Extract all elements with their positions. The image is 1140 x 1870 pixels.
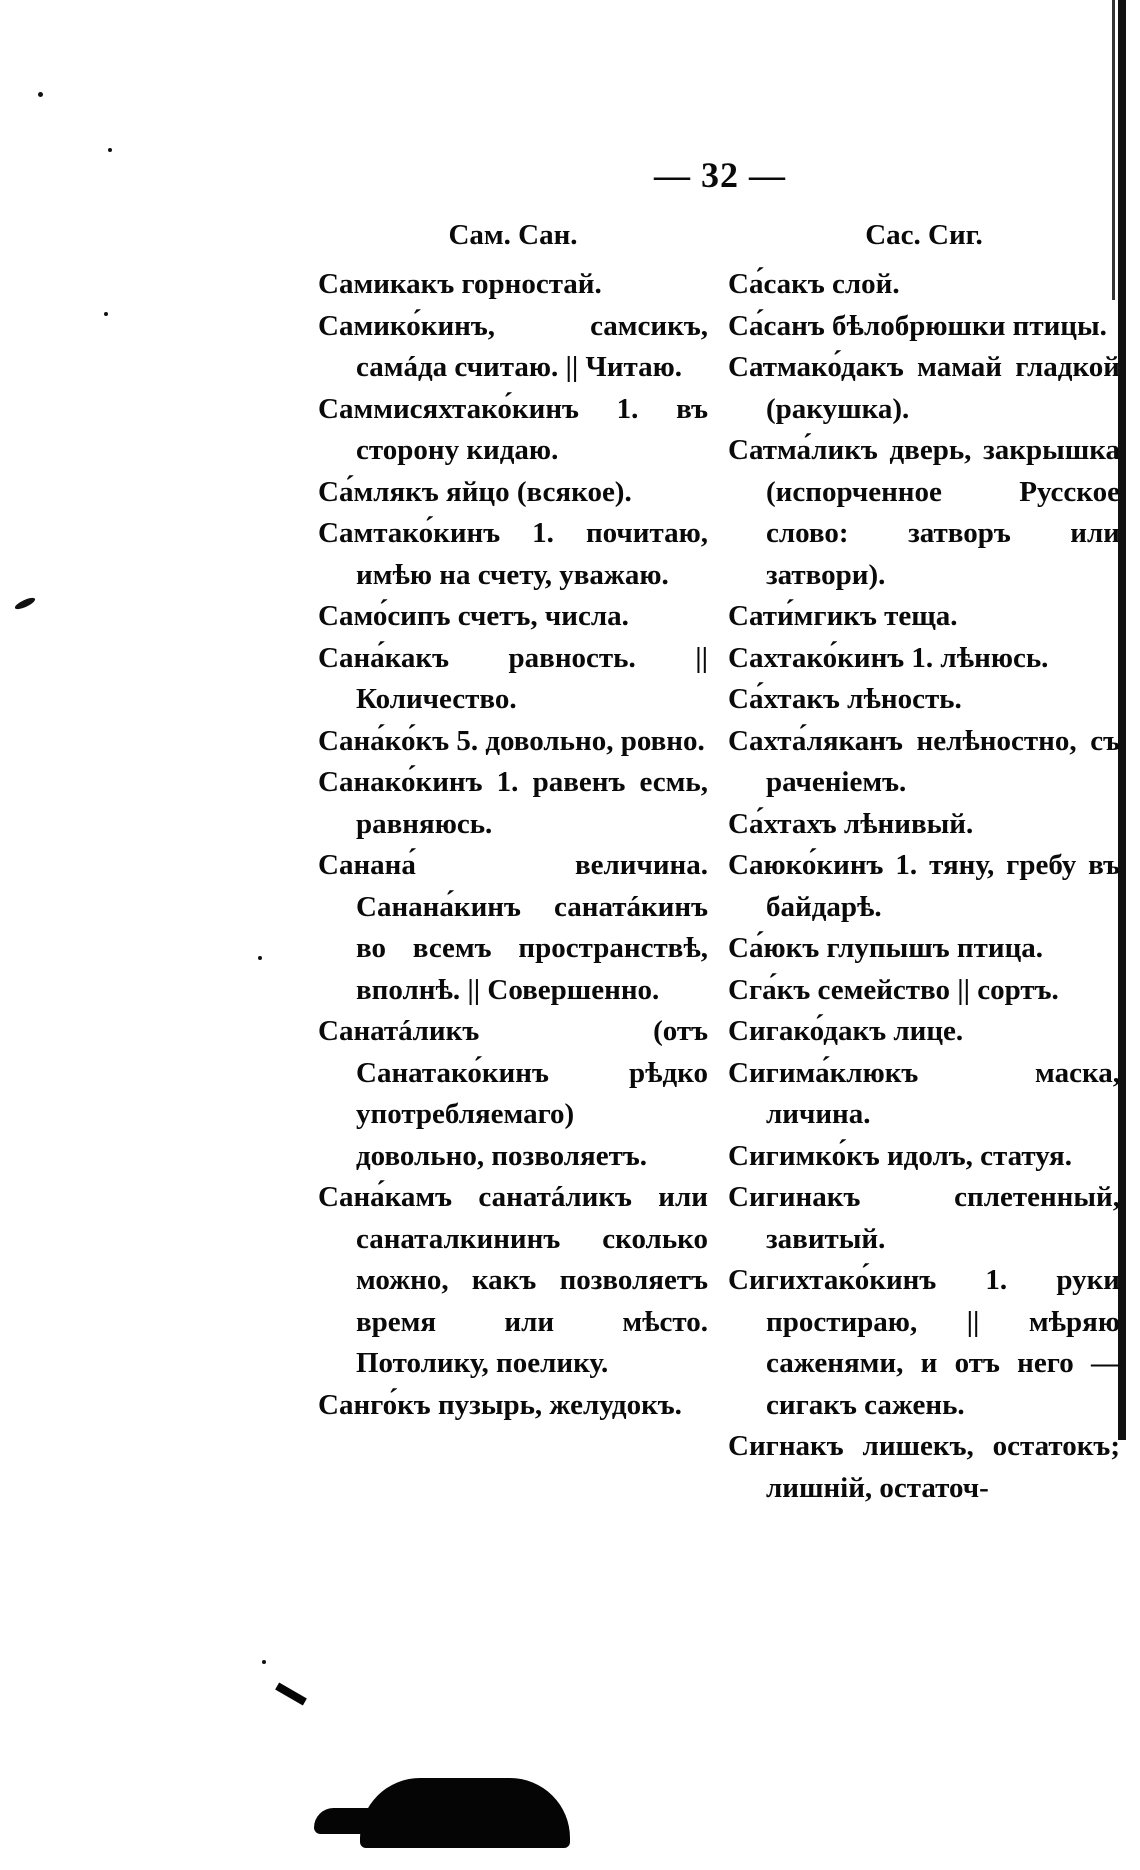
entry-text: Самтако́кинъ 1. почитаю, имѣю на счету, уважаю. bbox=[318, 517, 708, 591]
dictionary-entry bbox=[318, 472, 708, 514]
dictionary-entry bbox=[728, 430, 1120, 596]
dictionary-entry bbox=[318, 596, 708, 638]
entry-text: Сахтако́кинъ 1. лѣнюсь. bbox=[728, 641, 1049, 674]
entry-text: Сигихтако́кинъ 1. руки простираю, || мѣряю саженями, и отъ него — сигакъ сажень. bbox=[728, 1264, 1120, 1421]
entry-text: Сигимко́къ идолъ, статуя. bbox=[728, 1139, 1072, 1172]
entry-text: Санако́кинъ 1. равенъ есмь, равняюсь. bbox=[318, 766, 708, 840]
entry-text: Самико́кинъ, самсикъ, самáда считаю. || Читаю. bbox=[318, 309, 708, 383]
entry-text: Са́хтахъ лѣнивый. bbox=[728, 807, 974, 840]
dictionary-entry bbox=[318, 389, 708, 472]
dictionary-entry bbox=[728, 1177, 1120, 1260]
left-column bbox=[318, 214, 708, 1426]
entry-text: Санатáликъ (отъ Санатако́кинъ рѣдко употребляемаго) довольно, позволяетъ. bbox=[318, 1015, 708, 1172]
dictionary-entry bbox=[728, 264, 1120, 306]
dictionary-entry bbox=[728, 1426, 1120, 1509]
entry-text: Са́юкъ глупышъ птица. bbox=[728, 932, 1044, 964]
scan-smudge bbox=[275, 1683, 307, 1706]
dictionary-entry bbox=[728, 1011, 1120, 1053]
entry-text: Саюко́кинъ 1. тяну, гребу въ байдарѣ. bbox=[728, 849, 1120, 923]
dictionary-entry bbox=[318, 1177, 708, 1385]
entry-text: Сана́какъ равность. || Количество. bbox=[318, 641, 708, 715]
dictionary-entry bbox=[728, 1053, 1120, 1136]
dictionary-entry bbox=[728, 596, 1120, 638]
dictionary-entry bbox=[728, 306, 1120, 348]
entry-text: Сигима́клюкъ маска, личина. bbox=[728, 1056, 1120, 1130]
dictionary-entry bbox=[728, 970, 1120, 1012]
dictionary-entry bbox=[318, 1011, 708, 1177]
dictionary-entry bbox=[318, 638, 708, 721]
dictionary-entry bbox=[318, 762, 708, 845]
entry-text: Сана́камъ санатáликъ или санаталкининъ сколько можно, какъ позволяетъ время или мѣсто. Потолику, поелику. bbox=[318, 1181, 708, 1379]
dictionary-entry bbox=[728, 679, 1120, 721]
entry-text: Сигако́дакъ лице. bbox=[728, 1015, 964, 1047]
dictionary-entry bbox=[728, 845, 1120, 928]
dictionary-entry bbox=[728, 1136, 1120, 1178]
dictionary-entry bbox=[318, 1385, 708, 1427]
scan-speck bbox=[14, 596, 37, 612]
dictionary-entry bbox=[728, 1260, 1120, 1426]
entry-text: Сана́ко́къ 5. довольно, ровно. bbox=[318, 724, 705, 757]
dictionary-entry bbox=[728, 928, 1120, 970]
dictionary-entry bbox=[318, 513, 708, 596]
dictionary-entry bbox=[318, 845, 708, 1011]
entry-text: Са́хтакъ лѣность. bbox=[728, 683, 962, 715]
entry-text: Са́млякъ яйцо (всякое). bbox=[318, 475, 632, 508]
scan-smudge bbox=[360, 1778, 570, 1848]
scan-smudge bbox=[314, 1808, 374, 1834]
dictionary-entry bbox=[318, 306, 708, 389]
entry-text: Санана́ величина. Санана́кинъ санатáкинъ во всемъ пространствѣ, вполнѣ. || Совершенно. bbox=[318, 849, 708, 1006]
dictionary-entry bbox=[318, 264, 708, 306]
entry-text: Сатмако́дакъ мамай гладкой (ракушка). bbox=[728, 351, 1120, 425]
entry-text: Саммисяхтако́кинъ 1. въ сторону кидаю. bbox=[318, 392, 708, 466]
dictionary-entry bbox=[318, 721, 708, 763]
scan-speck bbox=[258, 956, 262, 960]
entry-text: Сахта́ляканъ нелѣностно, съ раченіемъ. bbox=[728, 724, 1120, 798]
entry-text: Са́санъ бѣлобрюшки птицы. bbox=[728, 309, 1107, 342]
scan-speck bbox=[108, 148, 112, 152]
column-header: Сам. Сан. bbox=[448, 219, 578, 251]
entry-text: Сга́къ семейство || сортъ. bbox=[728, 973, 1059, 1006]
right-column bbox=[728, 214, 1120, 1509]
scan-speck bbox=[38, 92, 43, 97]
scan-speck bbox=[262, 1660, 266, 1664]
entry-text: Сигинакъ сплетенный, завитый. bbox=[728, 1181, 1120, 1255]
scan-speck bbox=[104, 312, 108, 316]
dictionary-entry bbox=[728, 721, 1120, 804]
column-header: Сас. Сиг. bbox=[865, 219, 983, 251]
entry-text: Само́сипъ счетъ, числа. bbox=[318, 600, 629, 632]
entry-text: Сати́мгикъ теща. bbox=[728, 600, 958, 632]
page-number: — 32 — bbox=[654, 155, 786, 195]
entry-text: Санго́къ пузырь, желудокъ. bbox=[318, 1388, 682, 1421]
dictionary-entry bbox=[728, 347, 1120, 430]
entry-text: Сатма́ликъ дверь, закрышка (испорченное Русское слово: затворъ или затвори). bbox=[728, 434, 1120, 591]
entry-text: Самикакъ горностай. bbox=[318, 268, 602, 300]
dictionary-entry bbox=[728, 804, 1120, 846]
entry-text: Са́сакъ слой. bbox=[728, 268, 900, 300]
entry-text: Сигнакъ лишекъ, остатокъ; лишній, остаточ- bbox=[728, 1430, 1120, 1504]
dictionary-entry bbox=[728, 638, 1120, 680]
